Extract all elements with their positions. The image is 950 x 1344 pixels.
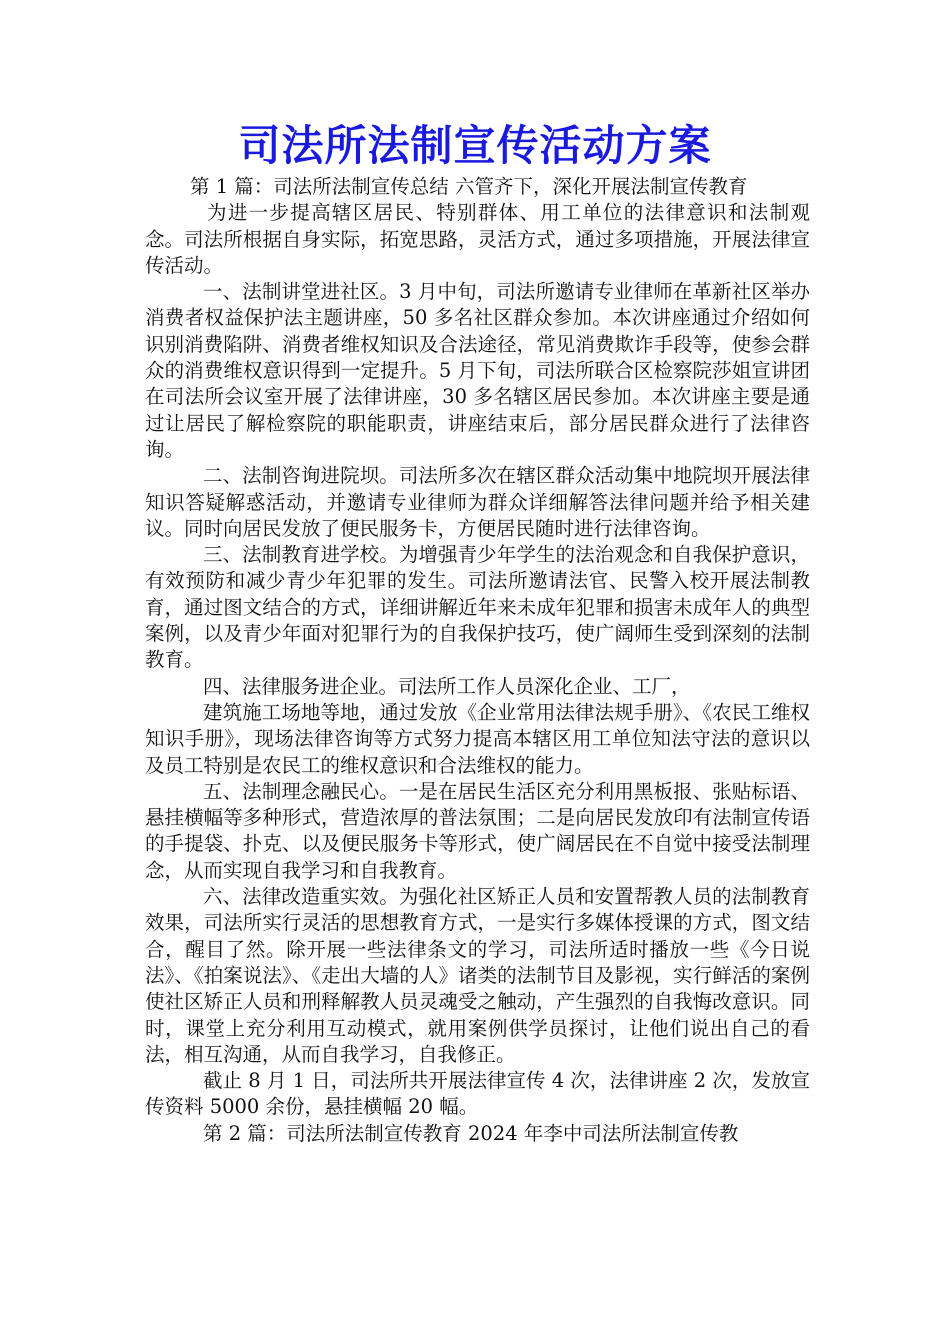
item-paragraph-2: 二、法制咨询进院坝。司法所多次在辖区群众活动集中地院坝开展法律知识答疑解惑活动，并邀请专业律师为群众详细解答法律问题并给予相关建议。同时向居民发放了便民服务卡，方便居民随时进行法律咨询。 bbox=[145, 464, 810, 540]
document-title: 司法所法制宣传活动方案 bbox=[238, 121, 712, 170]
item-paragraph-4-continued: 建筑施工场地等地，通过发放《企业常用法律法规手册》、《农民工维权知识手册》，现场法律咨询等方式努力提高本辖区用工单位知法守法的意识以及员工特别是农民工的维权意识和合法维权的能力。 bbox=[145, 700, 810, 777]
section-heading-2: 第 2 篇：司法所法制宣传教育 2024 年李中司法所法制宣传教 bbox=[203, 1121, 739, 1145]
summary-paragraph: 截止 8 月 1 日，司法所共开展法律宣传 4 次，法律讲座 2 次，发放宣传资料 5000 余份，悬挂横幅 20 幅。 bbox=[145, 1069, 810, 1119]
item-paragraph-4: 四、法律服务进企业。司法所工作人员深化企业、工厂， bbox=[203, 674, 691, 698]
intro-paragraph: 为进一步提高辖区居民、特别群体、用工单位的法律意识和法制观念。司法所根据自身实际，拓宽思路，灵活方式，通过多项措施，开展法律宣传活动。 bbox=[145, 201, 810, 277]
document-body bbox=[145, 174, 810, 1147]
item-paragraph-6: 六、法律改造重实效。为强化社区矫正人员和安置帮教人员的法制教育效果，司法所实行灵活的思想教育方式，一是实行多媒体授课的方式，图文结合，醒目了然。除开展一些法律条文的学习，司法所适时播放一些《今日说法》、《拍案说法》、《走出大墙的人》诸类的法制节目及影视，实行鲜活的案例使社区矫正人员和刑释解教人员灵魂受之触动，产生强烈的自我悔改意识。同时，课堂上充分利用互动模式，就用案例供学员探讨，让他们说出自己的看法，相互沟通，从而自我学习，自我修正。 bbox=[145, 885, 810, 1066]
item-paragraph-3: 三、法制教育进学校。为增强青少年学生的法治观念和自我保护意识，有效预防和减少青少年犯罪的发生。司法所邀请法官、民警入校开展法制教育，通过图文结合的方式，详细讲解近年来未成年犯罪和损害未成年人的典型案例，以及青少年面对犯罪行为的自我保护技巧，使广阔师生受到深刻的法制教育。 bbox=[145, 543, 810, 672]
section-heading-1: 第 1 篇：司法所法制宣传总结 六管齐下，深化开展法制宣传教育 bbox=[190, 175, 748, 198]
item-paragraph-1: 一、法制讲堂进社区。3 月中旬，司法所邀请专业律师在革新社区举办消费者权益保护法主题讲座，50 多名社区群众参加。本次讲座通过介绍如何识别消费陷阱、消费者维权知识及合法途径，常见消费欺诈手段等，使参会群众的消费维权意识得到一定提升。5 月下旬，司法所联合区检察院莎姐宣讲团在司法所会议室开展了法律讲座，30 多名辖区居民参加。本次讲座主要是通过让居民了解检察院的职能职责，讲座结束后，部分居民群众进行了法律咨询。 bbox=[145, 280, 810, 461]
item-paragraph-5: 五、法制理念融民心。一是在居民生活区充分利用黑板报、张贴标语、悬挂横幅等多种形式，营造浓厚的普法氛围；二是向居民发放印有法制宣传语的手提袋、扑克、以及便民服务卡等形式，使广阔居民在不自觉中接受法制理念，从而实现自我学习和自我教育。 bbox=[145, 779, 810, 882]
